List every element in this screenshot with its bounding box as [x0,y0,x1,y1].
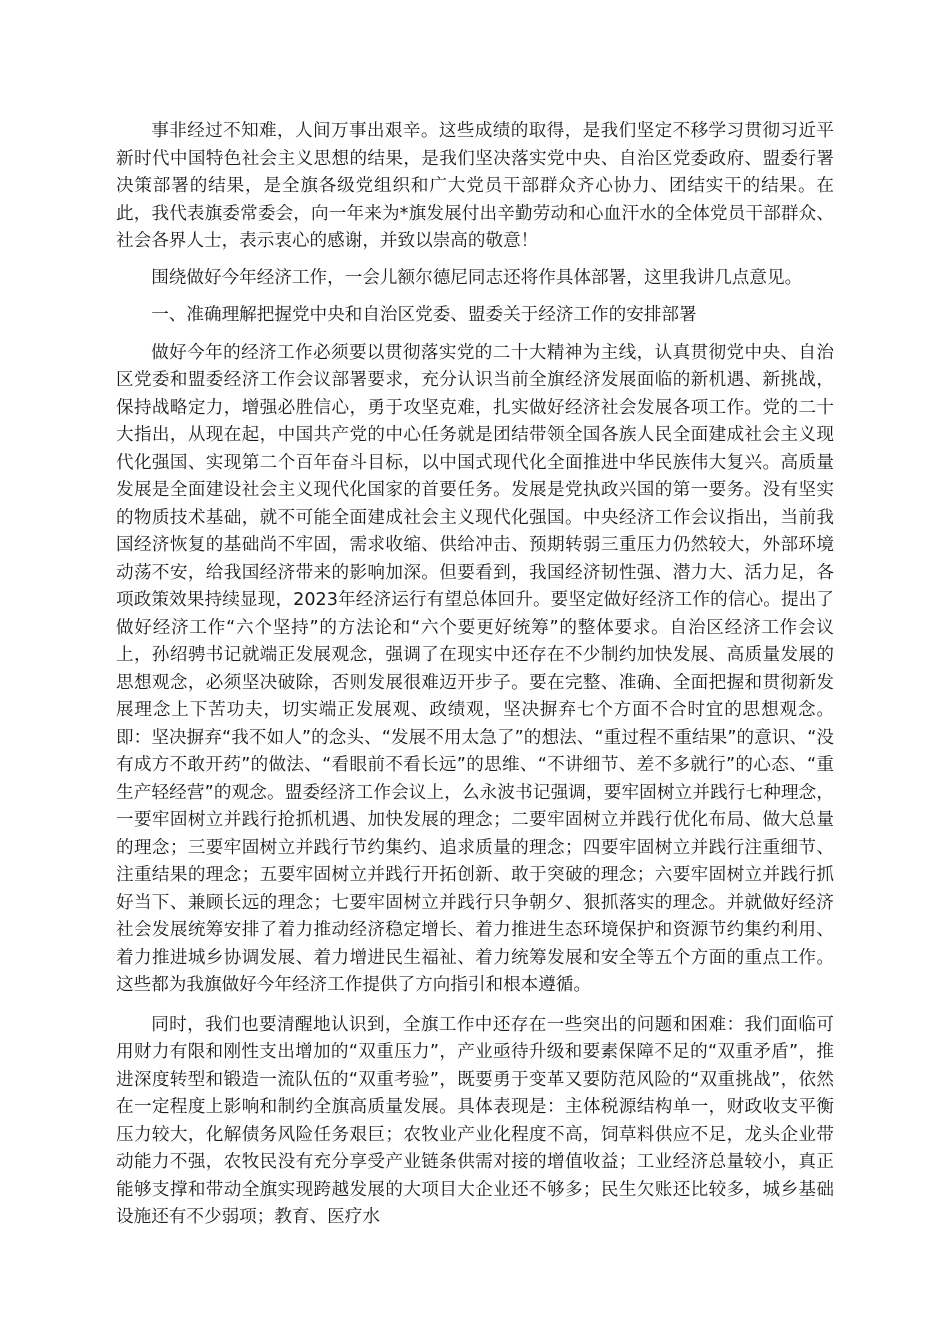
paragraph-economic-work: 做好今年的经济工作必须要以贯彻落实党的二十大精神为主线，认真贯彻党中央、自治区党委和盟委经济工作会议部署要求，充分认识当前全旗经济发展面临的新机遇、新挑战，保持战略定力，增强必胜信心，勇于攻坚克难，扎实做好经济社会发展各项工作。党的二十大指出，从现在起，中国共产党的中心任务就是团结带领全国各族人民全面建成社会主义现代化强国、实现第二个百年奋斗目标，以中国式现代化全面推进中华民族伟大复兴。高质量发展是全面建设社会主义现代化国家的首要任务。发展是党执政兴国的第一要务。没有坚实的物质技术基础，就不可能全面建成社会主义现代化强国。中央经济工作会议指出，当前我国经济恢复的基础尚不牢固，需求收缩、供给冲击、预期转弱三重压力仍然较大，外部环境动荡不安，给我国经济带来的影响加深。但要看到，我国经济韧性强、潜力大、活力足，各项政策效果持续显现，2023年经济运行有望总体回升。要坚定做好经济工作的信心。提出了做好经济工作“六个坚持”的方法论和“六个要更好统筹”的整体要求。自治区经济工作会议上，孙绍骋书记就端正发展观念，强调了在现实中还存在不少制约加快发展、高质量发展的思想观念，必须坚决破除，否则发展很难迈开步子。要在完整、准确、全面把握和贯彻新发展理念上下苦功夫，切实端正发展观、政绩观，坚决摒弃七个方面不合时宜的思想观念。即：坚决摒弃“我不如人”的念头、“发展不用太急了”的想法、“重过程不重结果”的意识、“没有成方不敢开药”的做法、“看眼前不看长远”的思维、“不讲细节、差不多就行”的心态、“重生产轻经营”的观念。盟委经济工作会议上，么永波书记强调，要牢固树立并践行七种理念，一要牢固树立并践行抢抓机遇、加快发展的理念；二要牢固树立并践行优化布局、做大总量的理念；三要牢固树立并践行节约集约、追求质量的理念；四要牢固树立并践行注重细节、注重结果的理念；五要牢固树立并践行开拓创新、敢于突破的理念；六要牢固树立并践行抓好当下、兼顾长远的理念；七要牢固树立并践行只争朝夕、狠抓落实的理念。并就做好经济社会发展统筹安排了着力推动经济稳定增长、着力推进生态环境保护和资源节约集约利用、着力推进城乡协调发展、着力增进民生福祉、着力统筹发展和安全等五个方面的重点工作。这些都为我旗做好今年经济工作提供了方向指引和根本遵循。 [116,342,834,995]
paragraph-acknowledgement: 事非经过不知难，人间万事出艰辛。这些成绩的取得，是我们坚定不移学习贯彻习近平新时代中国特色社会主义思想的结果，是我们坚决落实党中央、自治区党委政府、盟委行署决策部署的结果，是全旗各级党组织和广大党员干部群众齐心协力、团结实干的结果。在此，我代表旗委常委会，向一年来为*旗发展付出辛勤劳动和心血汗水的全体党员干部群众、社会各界人士，表示衷心的感谢，并致以崇高的敬意！ [116,121,834,251]
paragraph-problems: 同时，我们也要清醒地认识到，全旗工作中还存在一些突出的问题和困难：我们面临可用财力有限和刚性支出增加的“双重压力”，产业亟待升级和要素保障不足的“双重矛盾”，推进深度转型和锻造一流队伍的“双重考验”，既要勇于变革又要防范风险的“双重挑战”，依然在一定程度上影响和制约全旗高质量发展。具体表现是：主体税源结构单一，财政收支平衡压力较大，化解债务风险任务艰巨；农牧业产业化程度不高，饲草料供应不足，龙头企业带动能力不强，农牧民没有充分享受产业链条供需对接的增值收益；工业经济总量较小，真正能够支撑和带动全旗实现跨越发展的大项目大企业还不够多；民生欠账还比较多，城乡基础设施还有不少弱项；教育、医疗水 [116,1014,834,1227]
section-heading: 一、准确理解把握党中央和自治区党委、盟委关于经济工作的安排部署 [151,305,697,325]
document-page [116,118,834,1232]
paragraph-introduction: 围绕做好今年经济工作，一会儿额尔德尼同志还将作具体部署，这里我讲几点意见。 [151,267,803,288]
